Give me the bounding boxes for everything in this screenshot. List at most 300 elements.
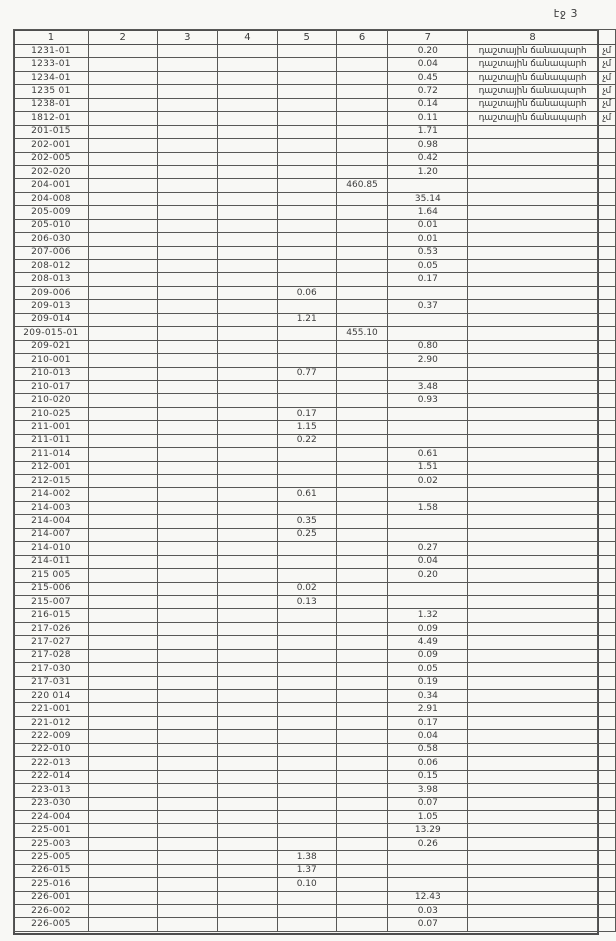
cell-value [157,488,218,501]
cell-value [157,206,218,219]
cell-value [218,179,278,192]
cell-value: 35.14 [388,192,468,205]
cell-value [157,582,218,595]
margin-note [598,891,616,904]
cell-value [277,716,336,729]
cell-code: 212-015 [14,475,89,488]
table-row [14,112,616,125]
cell-road-label [468,582,598,595]
cell-road-label [468,233,598,246]
cell-value [218,757,278,770]
cell-value [336,851,388,864]
cell-value [277,663,336,676]
cell-value [88,569,157,582]
cell-value [88,246,157,259]
cell-value [157,663,218,676]
cell-value [388,488,468,501]
cell-value [388,864,468,877]
cell-value [88,797,157,810]
cell-value [157,273,218,286]
table-row [14,300,616,313]
page-number-label: էջ 3 [553,7,578,20]
cell-code: 217-028 [14,649,89,662]
cell-value [218,582,278,595]
margin-note [598,784,616,797]
table-row [14,394,616,407]
cell-value [277,891,336,904]
column-header: 4 [218,30,278,45]
margin-note [598,878,616,891]
cell-value [157,555,218,568]
cell-value [277,542,336,555]
cell-value [218,300,278,313]
margin-note [598,622,616,635]
cell-value [336,300,388,313]
cell-value [88,905,157,918]
cell-road-label [468,179,598,192]
header-margin-spacer [598,30,616,45]
cell-value [336,609,388,622]
cell-value [157,179,218,192]
cell-value [88,58,157,71]
cell-value [218,139,278,152]
cell-value [336,555,388,568]
margin-note [598,690,616,703]
cell-value [336,58,388,71]
cell-code: 226-005 [14,918,89,931]
cell-value [218,663,278,676]
cell-code: 223-030 [14,797,89,810]
cell-value [336,878,388,891]
cell-value [218,233,278,246]
cell-value [277,380,336,393]
cell-value [277,273,336,286]
cell-code: 1235 01 [14,85,89,98]
cell-value [157,891,218,904]
cell-code: 204-008 [14,192,89,205]
table-row [14,125,616,138]
cell-value [218,475,278,488]
cell-value [277,45,336,58]
cell-value [88,421,157,434]
cell-value [277,770,336,783]
cell-value: 0.09 [388,622,468,635]
cell-value: 455.10 [336,327,388,340]
margin-note [598,206,616,219]
cell-value: 2.90 [388,354,468,367]
cell-value [277,71,336,84]
cell-value [88,851,157,864]
cell-value: 0.37 [388,300,468,313]
cell-value [218,569,278,582]
cell-value: 2.91 [388,703,468,716]
margin-note [598,152,616,165]
cell-value [157,784,218,797]
table-row [14,98,616,111]
cell-value [88,152,157,165]
cell-value [218,878,278,891]
cell-value: 0.02 [277,582,336,595]
margin-note [598,743,616,756]
table-row [14,219,616,232]
cell-value [277,98,336,111]
cell-value [218,192,278,205]
cell-road-label [468,273,598,286]
cell-value [88,300,157,313]
table-row [14,770,616,783]
cell-value [88,98,157,111]
cell-road-label [468,837,598,850]
cell-value: 0.72 [388,85,468,98]
cell-value [88,206,157,219]
cell-value [157,905,218,918]
cell-value [157,58,218,71]
cell-value [218,609,278,622]
table-body [14,45,616,932]
table-row [14,71,616,84]
cell-value: 0.53 [388,246,468,259]
cell-road-label [468,864,598,877]
cell-value [218,797,278,810]
table-row [14,810,616,823]
cell-value: 0.15 [388,770,468,783]
cell-value [336,515,388,528]
cell-value [277,918,336,931]
cell-value [88,45,157,58]
cell-value [157,327,218,340]
margin-note [598,165,616,178]
cell-value [277,260,336,273]
margin-note [598,770,616,783]
cell-value [88,260,157,273]
cell-value: 1.05 [388,810,468,823]
cell-code: 214-007 [14,528,89,541]
table-row [14,824,616,837]
cell-road-label [468,367,598,380]
cell-value [336,864,388,877]
table-row [14,918,616,931]
cell-road-label [468,475,598,488]
cell-value [277,730,336,743]
cell-value [218,810,278,823]
cell-value [336,421,388,434]
cell-code: 205-009 [14,206,89,219]
cell-road-label [468,743,598,756]
cell-road-label [468,165,598,178]
cell-value: 1.51 [388,461,468,474]
cell-value [218,905,278,918]
cell-value [218,354,278,367]
cell-value [88,475,157,488]
cell-value [336,622,388,635]
cell-code: 1234-01 [14,71,89,84]
cell-value [218,448,278,461]
cell-value [218,542,278,555]
cell-code: 225-016 [14,878,89,891]
cell-value [218,851,278,864]
cell-value [388,582,468,595]
cell-value [336,703,388,716]
cell-code: 207-006 [14,246,89,259]
margin-note [598,488,616,501]
cell-value: 4.49 [388,636,468,649]
cell-value [88,165,157,178]
cell-value [336,676,388,689]
cell-value [336,461,388,474]
cell-road-label [468,421,598,434]
cell-value [277,743,336,756]
cell-value [336,260,388,273]
cell-value [88,649,157,662]
cell-value [218,784,278,797]
cell-value [388,528,468,541]
cell-value [88,690,157,703]
cell-code: 225-005 [14,851,89,864]
margin-note [598,501,616,514]
margin-note [598,824,616,837]
margin-note [598,676,616,689]
cell-value [336,528,388,541]
cell-value [157,703,218,716]
cell-value [277,690,336,703]
cell-value [336,434,388,447]
cell-code: 209-006 [14,286,89,299]
cell-value [218,622,278,635]
margin-note [598,246,616,259]
cell-road-label [468,394,598,407]
cell-value [157,300,218,313]
cell-value [277,475,336,488]
cell-value [277,555,336,568]
cell-value [157,757,218,770]
table-row [14,703,616,716]
cell-value [218,770,278,783]
margin-note [598,636,616,649]
cell-code: 220 014 [14,690,89,703]
cell-road-label [468,246,598,259]
cell-value [88,394,157,407]
cell-code: 225-001 [14,824,89,837]
cell-value [218,528,278,541]
margin-note [598,286,616,299]
margin-note [598,810,616,823]
cell-value [277,703,336,716]
cell-value [88,71,157,84]
cell-value [277,340,336,353]
cell-value [88,139,157,152]
table-row [14,905,616,918]
cell-value [88,488,157,501]
table-row [14,743,616,756]
cell-code: 202-005 [14,152,89,165]
cell-value [336,488,388,501]
cell-code: 210-001 [14,354,89,367]
cell-value: 0.07 [388,797,468,810]
cell-value [277,206,336,219]
cell-code: 204-001 [14,179,89,192]
cell-value [336,918,388,931]
cell-code: 205-010 [14,219,89,232]
cell-value [218,273,278,286]
cell-road-label [468,125,598,138]
cell-value: 0.01 [388,219,468,232]
cell-value [218,206,278,219]
cell-value [157,649,218,662]
cell-road-label [468,663,598,676]
cell-value [336,905,388,918]
column-header: 5 [277,30,336,45]
cell-value [277,139,336,152]
cell-code: 209-021 [14,340,89,353]
column-header: 1 [14,30,89,45]
cell-road-label [468,434,598,447]
cell-value [336,475,388,488]
cell-value: 1.71 [388,125,468,138]
cell-value [157,824,218,837]
cell-value [157,676,218,689]
cell-value [336,730,388,743]
margin-note: չմ [598,85,616,98]
cell-value [277,649,336,662]
cell-value [157,340,218,353]
cell-value [157,165,218,178]
cell-road-label [468,555,598,568]
cell-value [277,394,336,407]
cell-value [336,139,388,152]
cell-code: 214-010 [14,542,89,555]
table-row [14,716,616,729]
cell-road-label [468,461,598,474]
cell-value [218,488,278,501]
table-row [14,85,616,98]
cell-value [277,300,336,313]
cell-value [218,219,278,232]
cell-road-label [468,891,598,904]
cell-road-label [468,595,598,608]
cell-value [88,461,157,474]
cell-value [336,636,388,649]
margin-note [598,367,616,380]
cell-value: 3.98 [388,784,468,797]
margin-note [598,595,616,608]
cell-value: 0.22 [277,434,336,447]
cell-code: 210-017 [14,380,89,393]
cell-value [218,260,278,273]
cell-value [157,98,218,111]
cell-value [336,824,388,837]
cell-value [218,461,278,474]
cell-value [336,797,388,810]
cell-value [157,246,218,259]
cell-value [157,918,218,931]
cell-value [336,394,388,407]
cell-value [157,501,218,514]
table-row [14,434,616,447]
cell-value [88,367,157,380]
cell-value: 0.93 [388,394,468,407]
margin-note [598,555,616,568]
cell-value [157,851,218,864]
margin-note [598,542,616,555]
cell-value [336,286,388,299]
cell-value [88,125,157,138]
cell-value [218,595,278,608]
margin-note [598,663,616,676]
cell-value [88,609,157,622]
cell-value [388,367,468,380]
cell-value [157,797,218,810]
cell-code: 221-001 [14,703,89,716]
cell-value [277,622,336,635]
margin-note [598,313,616,326]
cell-value [336,663,388,676]
cell-value [336,112,388,125]
cell-value [88,636,157,649]
cell-value: 0.35 [277,515,336,528]
cell-value: 1.58 [388,501,468,514]
cell-road-label [468,649,598,662]
cell-value [336,770,388,783]
cell-road-label [468,609,598,622]
cell-value: 12.43 [388,891,468,904]
cell-code: 224-004 [14,810,89,823]
table-row [14,609,616,622]
table-row [14,139,616,152]
cell-value [218,864,278,877]
cell-value [157,622,218,635]
cell-value [218,743,278,756]
cell-value [336,757,388,770]
cell-value [88,770,157,783]
cell-value [336,407,388,420]
cell-value [88,837,157,850]
margin-note [598,703,616,716]
cell-value [157,260,218,273]
cell-value [336,595,388,608]
cell-value [218,421,278,434]
cell-value [157,878,218,891]
cell-road-label: դաշտային ճանապարհ [468,71,598,84]
table-row [14,784,616,797]
cell-value [336,219,388,232]
cell-value: 0.17 [388,716,468,729]
cell-value [336,582,388,595]
cell-value [336,246,388,259]
cell-code: 222-010 [14,743,89,756]
cell-value [218,918,278,931]
cell-value [218,380,278,393]
cell-road-label [468,515,598,528]
table-row [14,891,616,904]
cell-value [88,676,157,689]
cell-value: 0.61 [277,488,336,501]
table-row [14,421,616,434]
cell-value: 0.06 [277,286,336,299]
cell-value: 0.34 [388,690,468,703]
cell-value [88,542,157,555]
table-row [14,837,616,850]
cell-value [277,757,336,770]
cell-value [157,515,218,528]
cell-code: 209-014 [14,313,89,326]
cell-value [88,192,157,205]
margin-note [598,864,616,877]
margin-note [598,528,616,541]
cell-value [336,206,388,219]
cell-value [277,461,336,474]
cell-code: 217-026 [14,622,89,635]
cell-value [336,273,388,286]
